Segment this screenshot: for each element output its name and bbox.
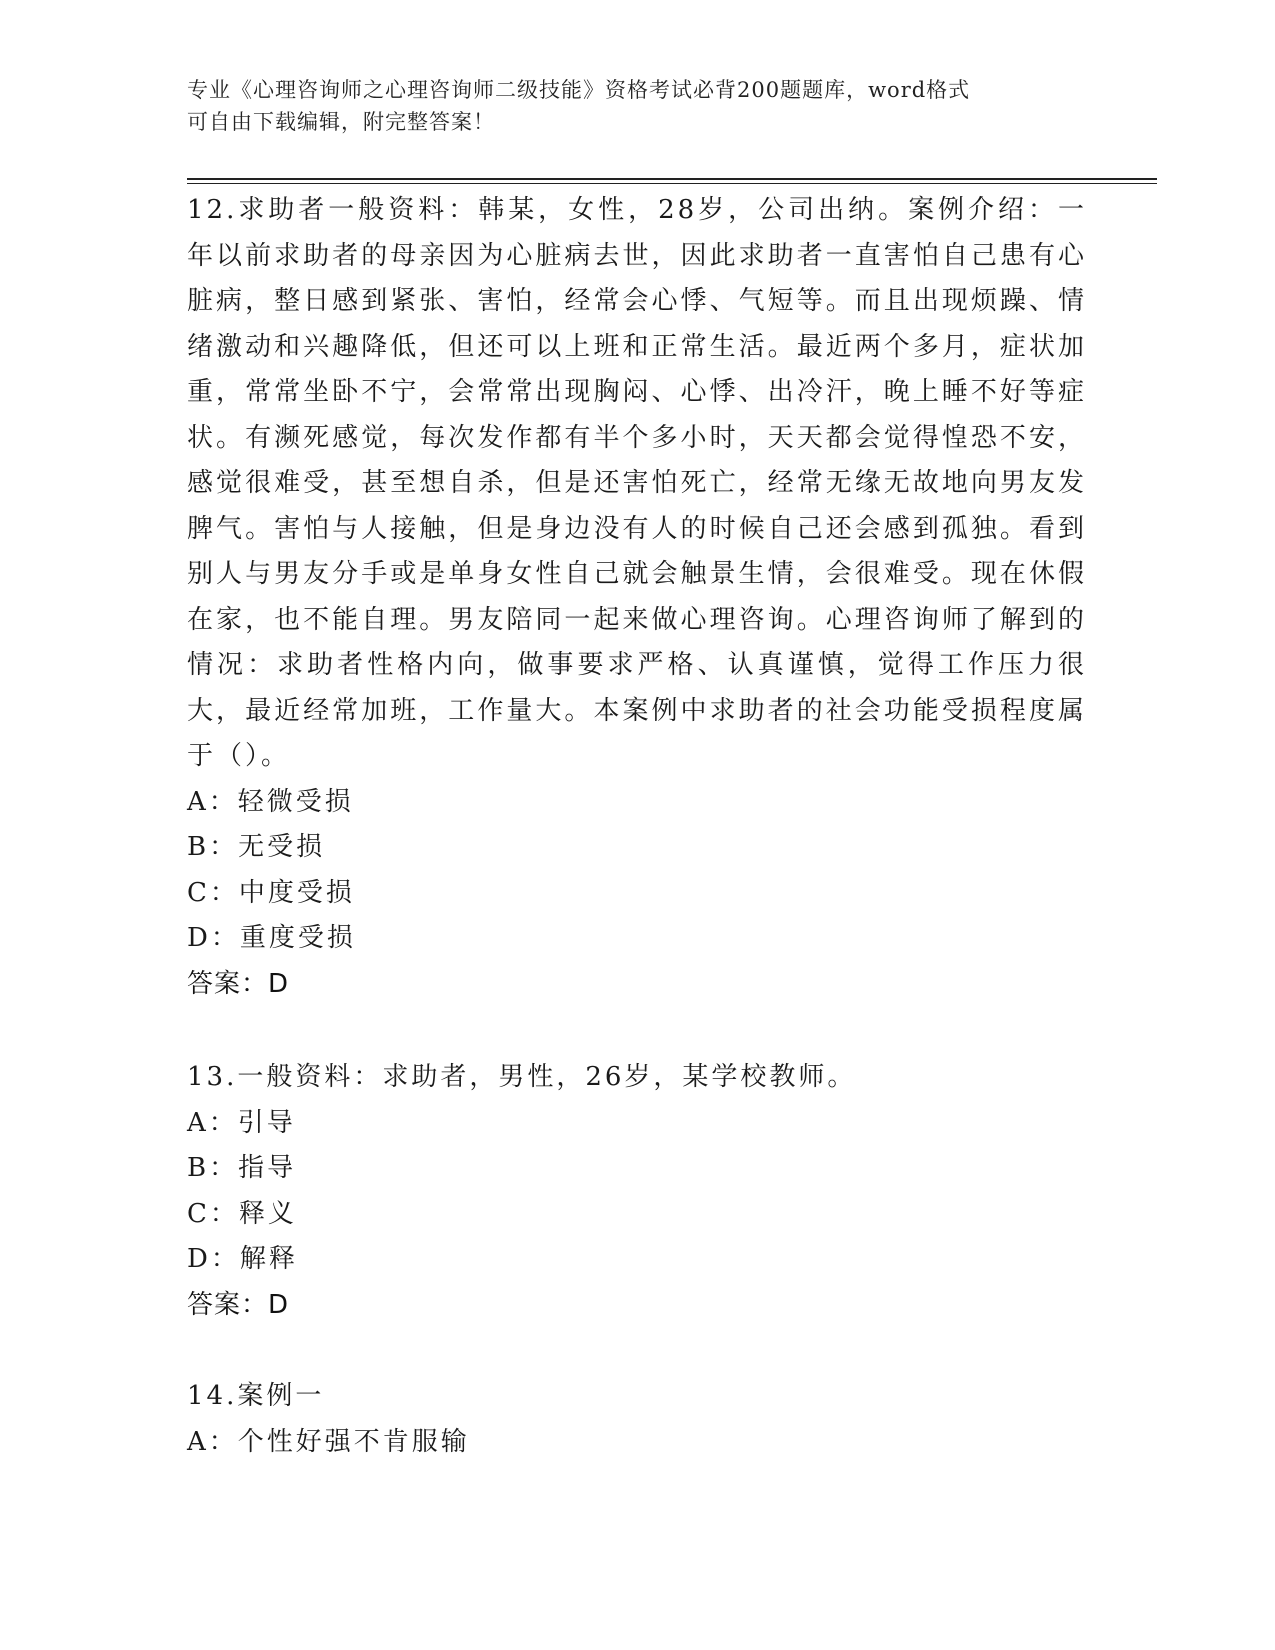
header-divider-thin — [187, 183, 1157, 184]
document-header — [187, 74, 1067, 138]
question-text: 12.求助者一般资料：韩某，女性，28岁，公司出纳。案例介绍：一年以前求助者的母亲因为心脏病去世，因此求助者一直害怕自己患有心脏病，整日感到紧张、害怕，经常会心悸、气短等。而且出现烦躁、情绪激动和兴趣降低，但还可以上班和正常生活。最近两个多月，症状加重，常常坐卧不宁，会常常出现胸闷、心悸、出冷汗，晚上睡不好等症状。有濒死感觉，每次发作都有半个多小时，天天都会觉得惶恐不安，感觉很难受，甚至想自杀，但是还害怕死亡，经常无缘无故地向男友发脾气。害怕与人接触，但是身边没有人的时候自己还会感到孤独。看到别人与男友分手或是单身女性自己就会触景生情，会很难受。现在休假在家，也不能自理。男友陪同一起来做心理咨询。心理咨询师了解到的情况：求助者性格内向，做事要求严格、认真谨慎，觉得工作压力很大，最近经常加班，工作量大。本案例中求助者的社会功能受损程度属于（）。 — [187, 195, 1087, 771]
option-b: B：指导 — [187, 1153, 297, 1183]
header-line-2: 可自由下载编辑，附完整答案！ — [187, 110, 495, 134]
header-line-1: 专业《心理咨询师之心理咨询师二级技能》资格考试必背200题题库，word格式 — [187, 78, 971, 102]
question-14 — [187, 1374, 1087, 1465]
answer: 答案：D — [187, 1289, 290, 1320]
option-b: B：无受损 — [187, 832, 326, 862]
header-divider-thick — [187, 178, 1157, 180]
option-c: C：中度受损 — [187, 877, 355, 908]
option-c: C：释义 — [187, 1198, 297, 1229]
option-a: A：轻微受损 — [187, 786, 354, 817]
option-a: A：个性好强不肯服输 — [187, 1426, 470, 1457]
question-12 — [187, 188, 1087, 1007]
question-text: 14.案例一 — [187, 1381, 325, 1411]
question-text: 13.一般资料：求助者，男性，26岁，某学校教师。 — [187, 1062, 857, 1092]
option-d: D：重度受损 — [187, 923, 356, 953]
question-13 — [187, 1055, 1087, 1328]
option-d: D：解释 — [187, 1244, 298, 1274]
answer: 答案：D — [187, 968, 290, 999]
option-a: A：引导 — [187, 1107, 296, 1138]
